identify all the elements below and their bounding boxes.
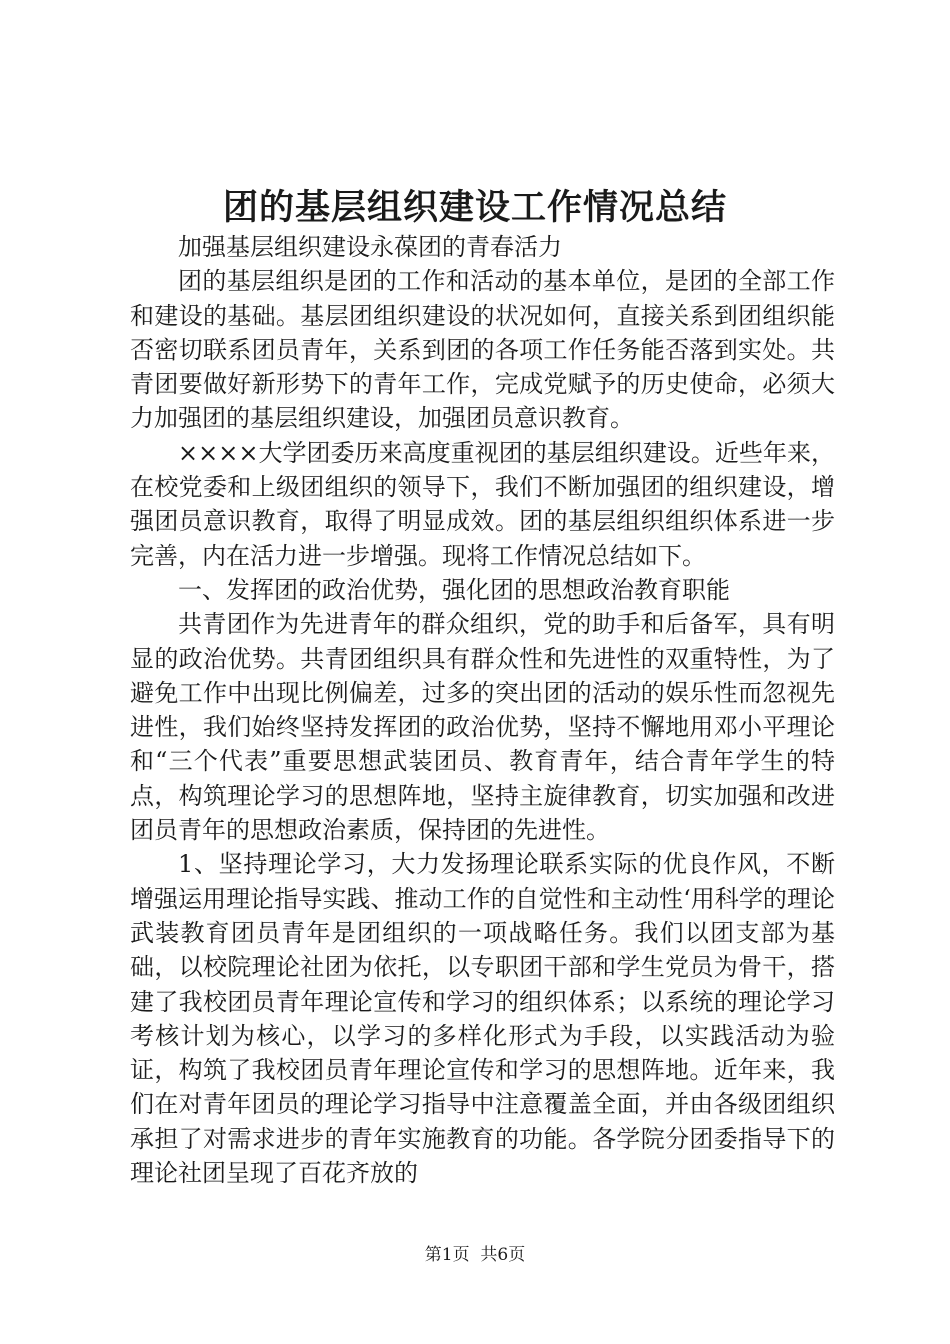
section-heading-1: 一、发挥团的政治优势，强化团的思想政治教育职能	[178, 575, 730, 604]
page-number: 第1页	[424, 1245, 470, 1265]
document-body	[130, 230, 835, 1190]
paragraph-section-1: 共青团作为先进青年的群众组织，党的助手和后备军，具有明显的政治优势。共青团组织具有群众性和先进性的双重特性，为了避免工作中出现比例偏差，过多的突出团的活动的娱乐性而忽视先进性，我们始终坚持发挥团的政治优势，坚持不懈地用邓小平理论和“三个代表”重要思想武装团员、教育青年，结合青年学生的特点，构筑理论学习的思想阵地，坚持主旋律教育，切实加强和改进团员青年的思想政治素质，保持团的先进性。	[130, 610, 835, 845]
page-footer	[0, 1243, 950, 1267]
paragraph-subtitle: 加强基层组织建设永葆团的青春活力	[178, 233, 562, 261]
paragraph-item-1: 1、坚持理论学习，大力发扬理论联系实际的优良作风，不断增强运用理论指导实践、推动工作的自觉性和主动性‘用科学的理论武装教育团员青年是团组织的一项战略任务。我们以团支部为基础，以校院理论社团为依托，以专职团干部和学生党员为骨干，搭建了我校团员青年理论宣传和学习的组织体系；以系统的理论学习考核计划为核心，以学习的多样化形式为手段，以实践活动为验证，构筑了我校团员青年理论宣传和学习的思想阵地。近年来，我们在对青年团员的理论学习指导中注意覆盖全面，并由各级团组织承担了对需求进步的青年实施教育的功能。各学院分团委指导下的理论社团呈现了百花齐放的	[130, 850, 835, 1188]
paragraph-intro: 团的基层组织是团的工作和活动的基本单位，是团的全部工作和建设的基础。基层团组织建设的状况如何，直接关系到团组织能否密切联系团员青年，关系到团的各项工作任务能否落到实处。共青团要做好新形势下的青年工作，完成党赋予的历史使命，必须大力加强团的基层组织建设，加强团员意识教育。	[130, 267, 835, 433]
paragraph-overview: ××××大学团委历来高度重视团的基层组织建设。近些年来，在校党委和上级团组织的领导下，我们不断加强团的组织建设，增强团员意识教育，取得了明显成效。团的基层组织组织体系进一步完善，内在活力进一步增强。现将工作情况总结如下。	[130, 438, 835, 570]
document-title: 团的基层组织建设工作情况总结	[222, 187, 727, 228]
page-total: 共6页	[480, 1245, 526, 1265]
